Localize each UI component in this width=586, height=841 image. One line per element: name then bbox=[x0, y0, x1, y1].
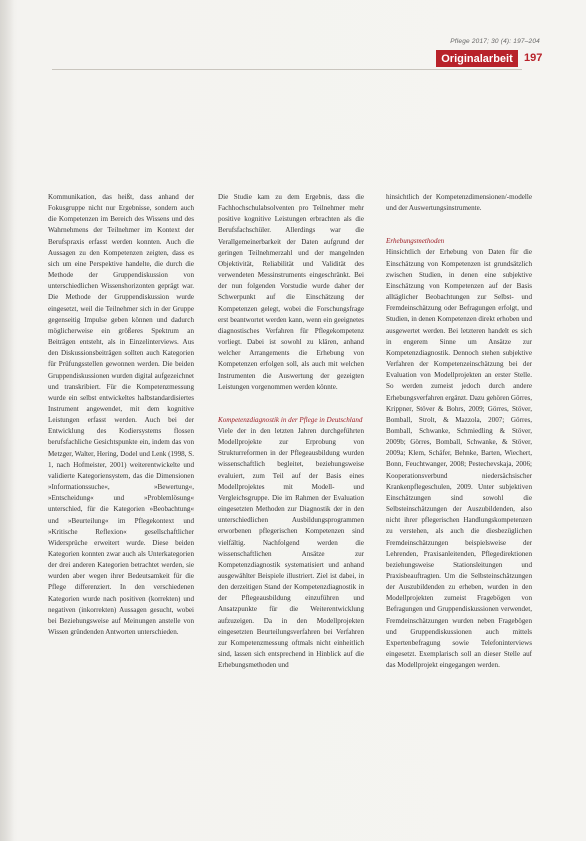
page-binding-shadow bbox=[0, 0, 14, 841]
section-label: Originalarbeit bbox=[436, 50, 518, 67]
section-heading: Kompetenzdiagnostik in der Pflege in Deutschland bbox=[218, 415, 363, 424]
paragraph: Hinsichtlich der Erhebung von Daten für die Einschätzung von Kompetenzen ist grundsätzlich zwischen Studien, in denen eine subjektive Einschätzung von Kompetenzen auf der Basis alltäglicher Beobachtungen zur Selbst- und Fremdeinschätzung oder Befragungen erfolgt, und Studien, in denen Kompetenzen direkt erhoben und ausgewertet werden. Bei letzteren handelt es sich in engerem Sinne um Ansätze zur Kompetenzdiagnostik. Dennoch stehen subjektive Verfahren der Kompetenzeinschätzung bei der Evaluation von Modellprojekten an erster Stelle. So werden zumeist jedoch durch andere Erhebungsverfahren ergänzt. Dazu gehören Görres, Krippner, Stöver & Bohrs, 2009; Görres, Stöver, Bomball, Strolt, & Mazzola, 2007; Görres, Bomball, Schwanke, Schmiedling & Stöver, 2009b; Görres, Bomball, Schwanke, & Stöver, 2009a; Klem, Schäfer, Behnke, Barten, Wiechert, Bonn, Feuchtwanger, 2008; Pestechevskaja, 2006; Kooperationsverbund niedersächsischer Krankenpflegeschulen, 2009. Unter subjektiven Einschätzungen sind sowohl die Selbsteinschätzungen der Auszubildenden, also nicht ihrer pflegerischen Handlungskompetenzen zu verstehen, als auch die diesbezüglichen Fremdeinschätzungen beispielsweise der Lehrenden, Praxisanleitenden, Pflegedirektionen beziehungsweise Stationsleitungen und Praxisbeauftragten. Um die Selbsteinschätzungen der Auszubildenden zu erheben, wurden in den Modellprojekten zumeist Fragebögen von Befragungen und Gruppendiskussionen verwendet, Fremdeinschätzungen wurden neben Fragebögen und Gruppendiskussionen auch mittels Expertenbefragung sowie Telefoninterviews eingesetzt. Exemplarisch soll an dieser Stelle auf das Modellprojekt eingegangen werden. bbox=[386, 248, 533, 670]
paragraph: hinsichtlich der Kompetenzdimensionen/-modelle und der Auswertungsinstrumente. bbox=[386, 193, 532, 213]
paragraph: Kommunikation, das heißt, dass anhand der Fokusgruppe nicht nur Ergebnisse, sondern auch die Kompetenzen im Bereich des Wissens und des Wahrnehmens der Teilnehmer im Kontext der Berufspraxis erfasst werden konnten. Auch die Aussagen zu den Kompetenzen zeigten, dass es sich um eine Perspektive handelte, die durch die Methode der Gruppendiskussion von unterschiedlichen Wissenshorizonten geprägt war. Die Methode der Gruppendiskussion wurde eingesetzt, weil die Teilnehmer sich in der Gruppe gegenseitig Impulse geben können und dadurch möglicherweise ein größeres Spektrum an Beiträgen entsteht, als in Einzelinterviews. Aus den Diskussionsbeiträgen sollten auch Kategorien für Prüfungsstellen gewonnen werden. Die beiden Gruppendiskussionen wurden digital aufgezeichnet und transkribiert. Für die Kompetenzmessung wurde ein selbst entwickeltes halbstandardisiertes Instrument angewendet, mit dem kognitive Leistungen erfasst werden. Auch bei der Entwicklung des Kodiersystems flossen berufsfachliche Gesichtspunkte ein, indem das von Metzger, Walter, Hering, Dodel und Lenk (1998, S. 1, nach Hofmeister, 2001) weiterentwickelte und validierte Kategoriensystem, das die Dimensionen »Informationssuche«, »Bewertung«, »Entscheidung« und »Problemlösung« unterschied, für die Kategorien »Beobachtung« und »Beurteilung« im Pflegekontext und »Kritische Reflexion« gesellschaftlicher Widersprüche erweitert wurde. Diese beiden Kategorien konnten zwar auch als Unterkategorien der drei anderen Kategorien betrachtet werden, sie wurden aber wegen ihrer Bedeutsamkeit für die Pflege differenziert. In den verschiedenen Kategorien wurde nach positiven (korrekten) und negativen (inkorrekten) Aussagen gesucht, wobei bei Beziehungsweise auf Meinungen anstelle von Wissen gründenden Antworten unterschieden. bbox=[48, 193, 194, 637]
paragraph: Die Studie kam zu dem Ergebnis, dass die Fachhochschulabsolventen pro Teilnehmer mehr positive kognitive Leistungen erbrachten als die Berufsfachschüler. Allerdings war die Verallgemeinerbarkeit der Daten aufgrund der geringen Teilnehmerzahl und der mangelnden Objektivität, Reliabilität und Validität des verwendeten Messinstruments eingeschränkt. Bei der nun folgenden Vorstudie wurde daher der Schwerpunkt auf die Einschätzung der Kompetenzen gelegt, wobei die Forschungsfrage erst beantwortet werden kann, wenn ein geeignetes diagnostisches Verfahren für Pflegekompetenz vorliegt. Dabei ist sowohl zu klären, anhand welcher Arrangements die Erhebung von Kompetenzen erfolgen soll, als auch mit welchen Instrumenten die Auswertung der gezeigten Leistungen vorgenommen werden könnte. bbox=[218, 193, 364, 391]
text-column-1 bbox=[48, 192, 194, 638]
journal-citation: Pflege 2017; 30 (4): 197–204 bbox=[450, 38, 540, 45]
paragraph: Viele der in den letzten Jahren durchgeführten Modellprojekte zur Erprobung von Strukturreformen in der Pflegeausbildung wurden wissenschaftlich begleitet, beziehungsweise evaluiert, zum Teil auf der Basis eines Modellprojektes mit Modell- und Vergleichsgruppe. Die im Rahmen der Evaluation eingesetzten Methoden zur Diagnostik der in den unterschiedlichen Ausbildungsprogrammen erworbenen pflegerischen Kompetenzen sind vielfältig. Nachfolgend werden die wissenschaftlichen Ansätze zur Kompetenzdiagnostik systematisiert und anhand ausgewählter Beispiele illustriert. Ziel ist dabei, in den derzeitigen Stand der Kompetenzdiagnostik in der Pflegeausbildung einzuführen und Ansatzpunkte für die Weiterentwicklung aufzuzeigen. Da in den Modellprojekten eingesetzten Beurteilungsverfahren bei Verfahren zur Kompetenzmessung oftmals nicht einheitlich sind, lassen sich entsprechend in Hinblick auf die Erhebungsmethoden und bbox=[218, 426, 364, 670]
text-column-3 bbox=[386, 192, 532, 671]
header-rule bbox=[52, 69, 522, 70]
page-number: 197 bbox=[524, 52, 543, 64]
text-column-2 bbox=[218, 192, 364, 671]
section-heading: Erhebungsmethoden bbox=[386, 237, 445, 246]
